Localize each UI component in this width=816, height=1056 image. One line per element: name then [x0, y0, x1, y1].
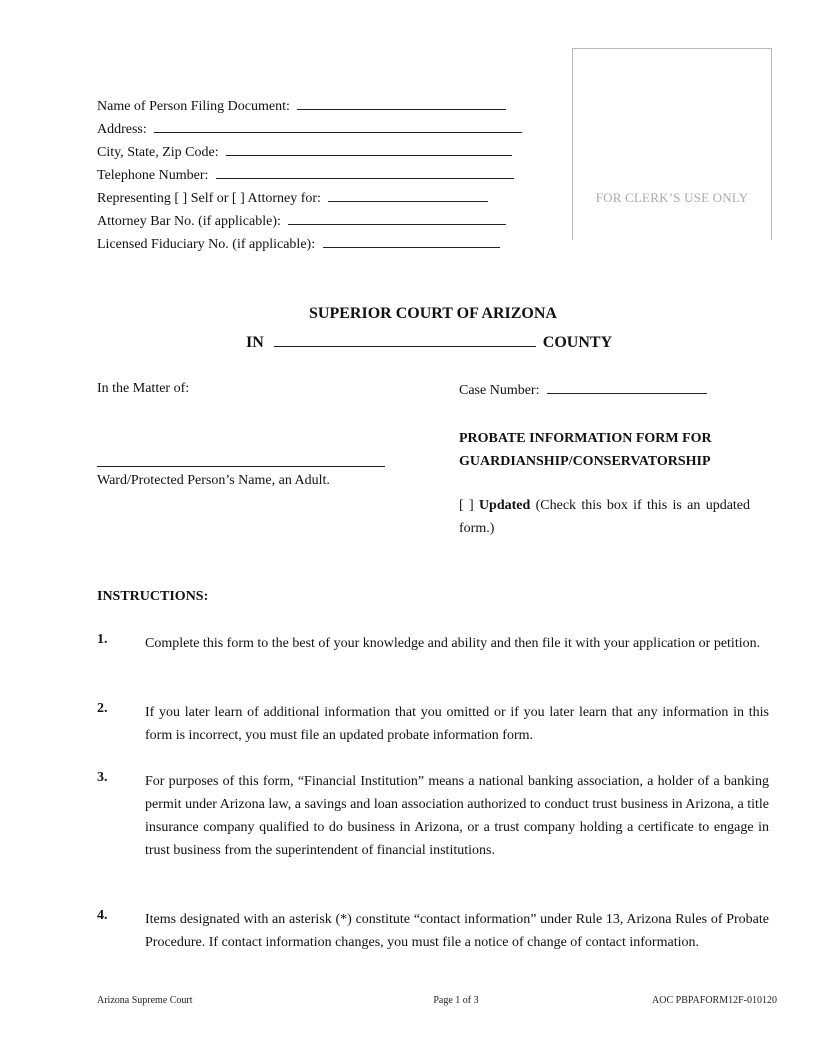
filer-address-label: Address:	[97, 122, 147, 137]
county-field[interactable]	[274, 333, 536, 347]
filer-address-field[interactable]	[154, 120, 522, 133]
instruction-number: 3.	[97, 770, 108, 785]
instruction-item	[97, 770, 769, 862]
instruction-number: 1.	[97, 632, 108, 647]
filer-address-row	[97, 118, 522, 141]
filer-fiduciary-label: Licensed Fiduciary No. (if applicable):	[97, 237, 316, 252]
filer-phone-label: Telephone Number:	[97, 168, 209, 183]
updated-block	[459, 494, 750, 540]
ward-name-label: Ward/Protected Person’s Name, an Adult.	[97, 473, 330, 488]
filer-representing-row	[97, 187, 522, 210]
county-in-label: IN	[246, 334, 264, 351]
case-number-field[interactable]	[547, 381, 707, 394]
filer-info-block	[97, 95, 522, 256]
filer-bar-row	[97, 210, 522, 233]
ward-name-field[interactable]	[97, 466, 385, 467]
instruction-item	[97, 908, 769, 954]
county-label: COUNTY	[542, 334, 613, 351]
matter-label: In the Matter of:	[97, 381, 190, 396]
filer-fiduciary-row	[97, 233, 522, 256]
filer-name-label: Name of Person Filing Document:	[97, 99, 290, 114]
updated-note: (Check this box if this is an updated form.)	[459, 498, 751, 536]
case-number-row	[459, 381, 707, 399]
instruction-text: Complete this form to the best of your knowledge and ability and then file it with your application or petition.	[145, 636, 761, 651]
filer-bar-field[interactable]	[288, 212, 506, 225]
filer-city-field[interactable]	[226, 143, 512, 156]
instruction-item	[97, 632, 769, 655]
filer-phone-row	[97, 164, 522, 187]
form-title	[459, 427, 712, 473]
updated-checkbox[interactable]: [ ]	[459, 498, 474, 513]
filer-fiduciary-field[interactable]	[323, 235, 500, 248]
form-title-line1: PROBATE INFORMATION FORM FOR	[459, 431, 712, 446]
instructions-heading: INSTRUCTIONS:	[97, 589, 209, 604]
filer-representing-label[interactable]: Representing [ ] Self or [ ] Attorney for:	[97, 191, 321, 206]
clerk-use-label: FOR CLERK’S USE ONLY	[595, 190, 749, 205]
instruction-number: 2.	[97, 701, 108, 716]
court-title: SUPERIOR COURT OF ARIZONA	[309, 305, 557, 322]
filer-name-row	[97, 95, 522, 118]
filer-phone-field[interactable]	[216, 166, 514, 179]
clerk-use-box	[572, 48, 772, 240]
filer-city-label: City, State, Zip Code:	[97, 145, 219, 160]
instruction-item	[97, 701, 769, 747]
filer-city-row	[97, 141, 522, 164]
filer-bar-label: Attorney Bar No. (if applicable):	[97, 214, 281, 229]
instruction-text: For purposes of this form, “Financial Institution” means a national banking association, a holder of a banking permit under Arizona law, a savings and loan association authorized to conduct trust business in Arizona, a title insurance company qualified to do business in Arizona, or a trust company holding a certificate to engage in trust business from the superintendent of financial institutions.	[145, 774, 769, 858]
case-number-label: Case Number:	[459, 383, 540, 398]
county-row	[246, 333, 612, 352]
footer-right: AOC PBPAFORM12F-010120	[652, 995, 777, 1006]
instruction-text: If you later learn of additional information that you omitted or if you later learn that any information in this form is incorrect, you must file an updated probate information form.	[145, 705, 769, 743]
filer-representing-field[interactable]	[328, 189, 488, 202]
updated-label: Updated	[478, 498, 531, 513]
form-title-line2: GUARDIANSHIP/CONSERVATORSHIP	[459, 454, 711, 469]
footer-left: Arizona Supreme Court	[97, 995, 193, 1006]
filer-name-field[interactable]	[297, 97, 506, 110]
instruction-number: 4.	[97, 908, 108, 923]
footer-center: Page 1 of 3	[433, 995, 479, 1006]
instruction-text: Items designated with an asterisk (*) constitute “contact information” under Rule 13, Arizona Rules of Probate Procedure. If contact information changes, you must file a notice of change of contact information.	[145, 912, 769, 950]
